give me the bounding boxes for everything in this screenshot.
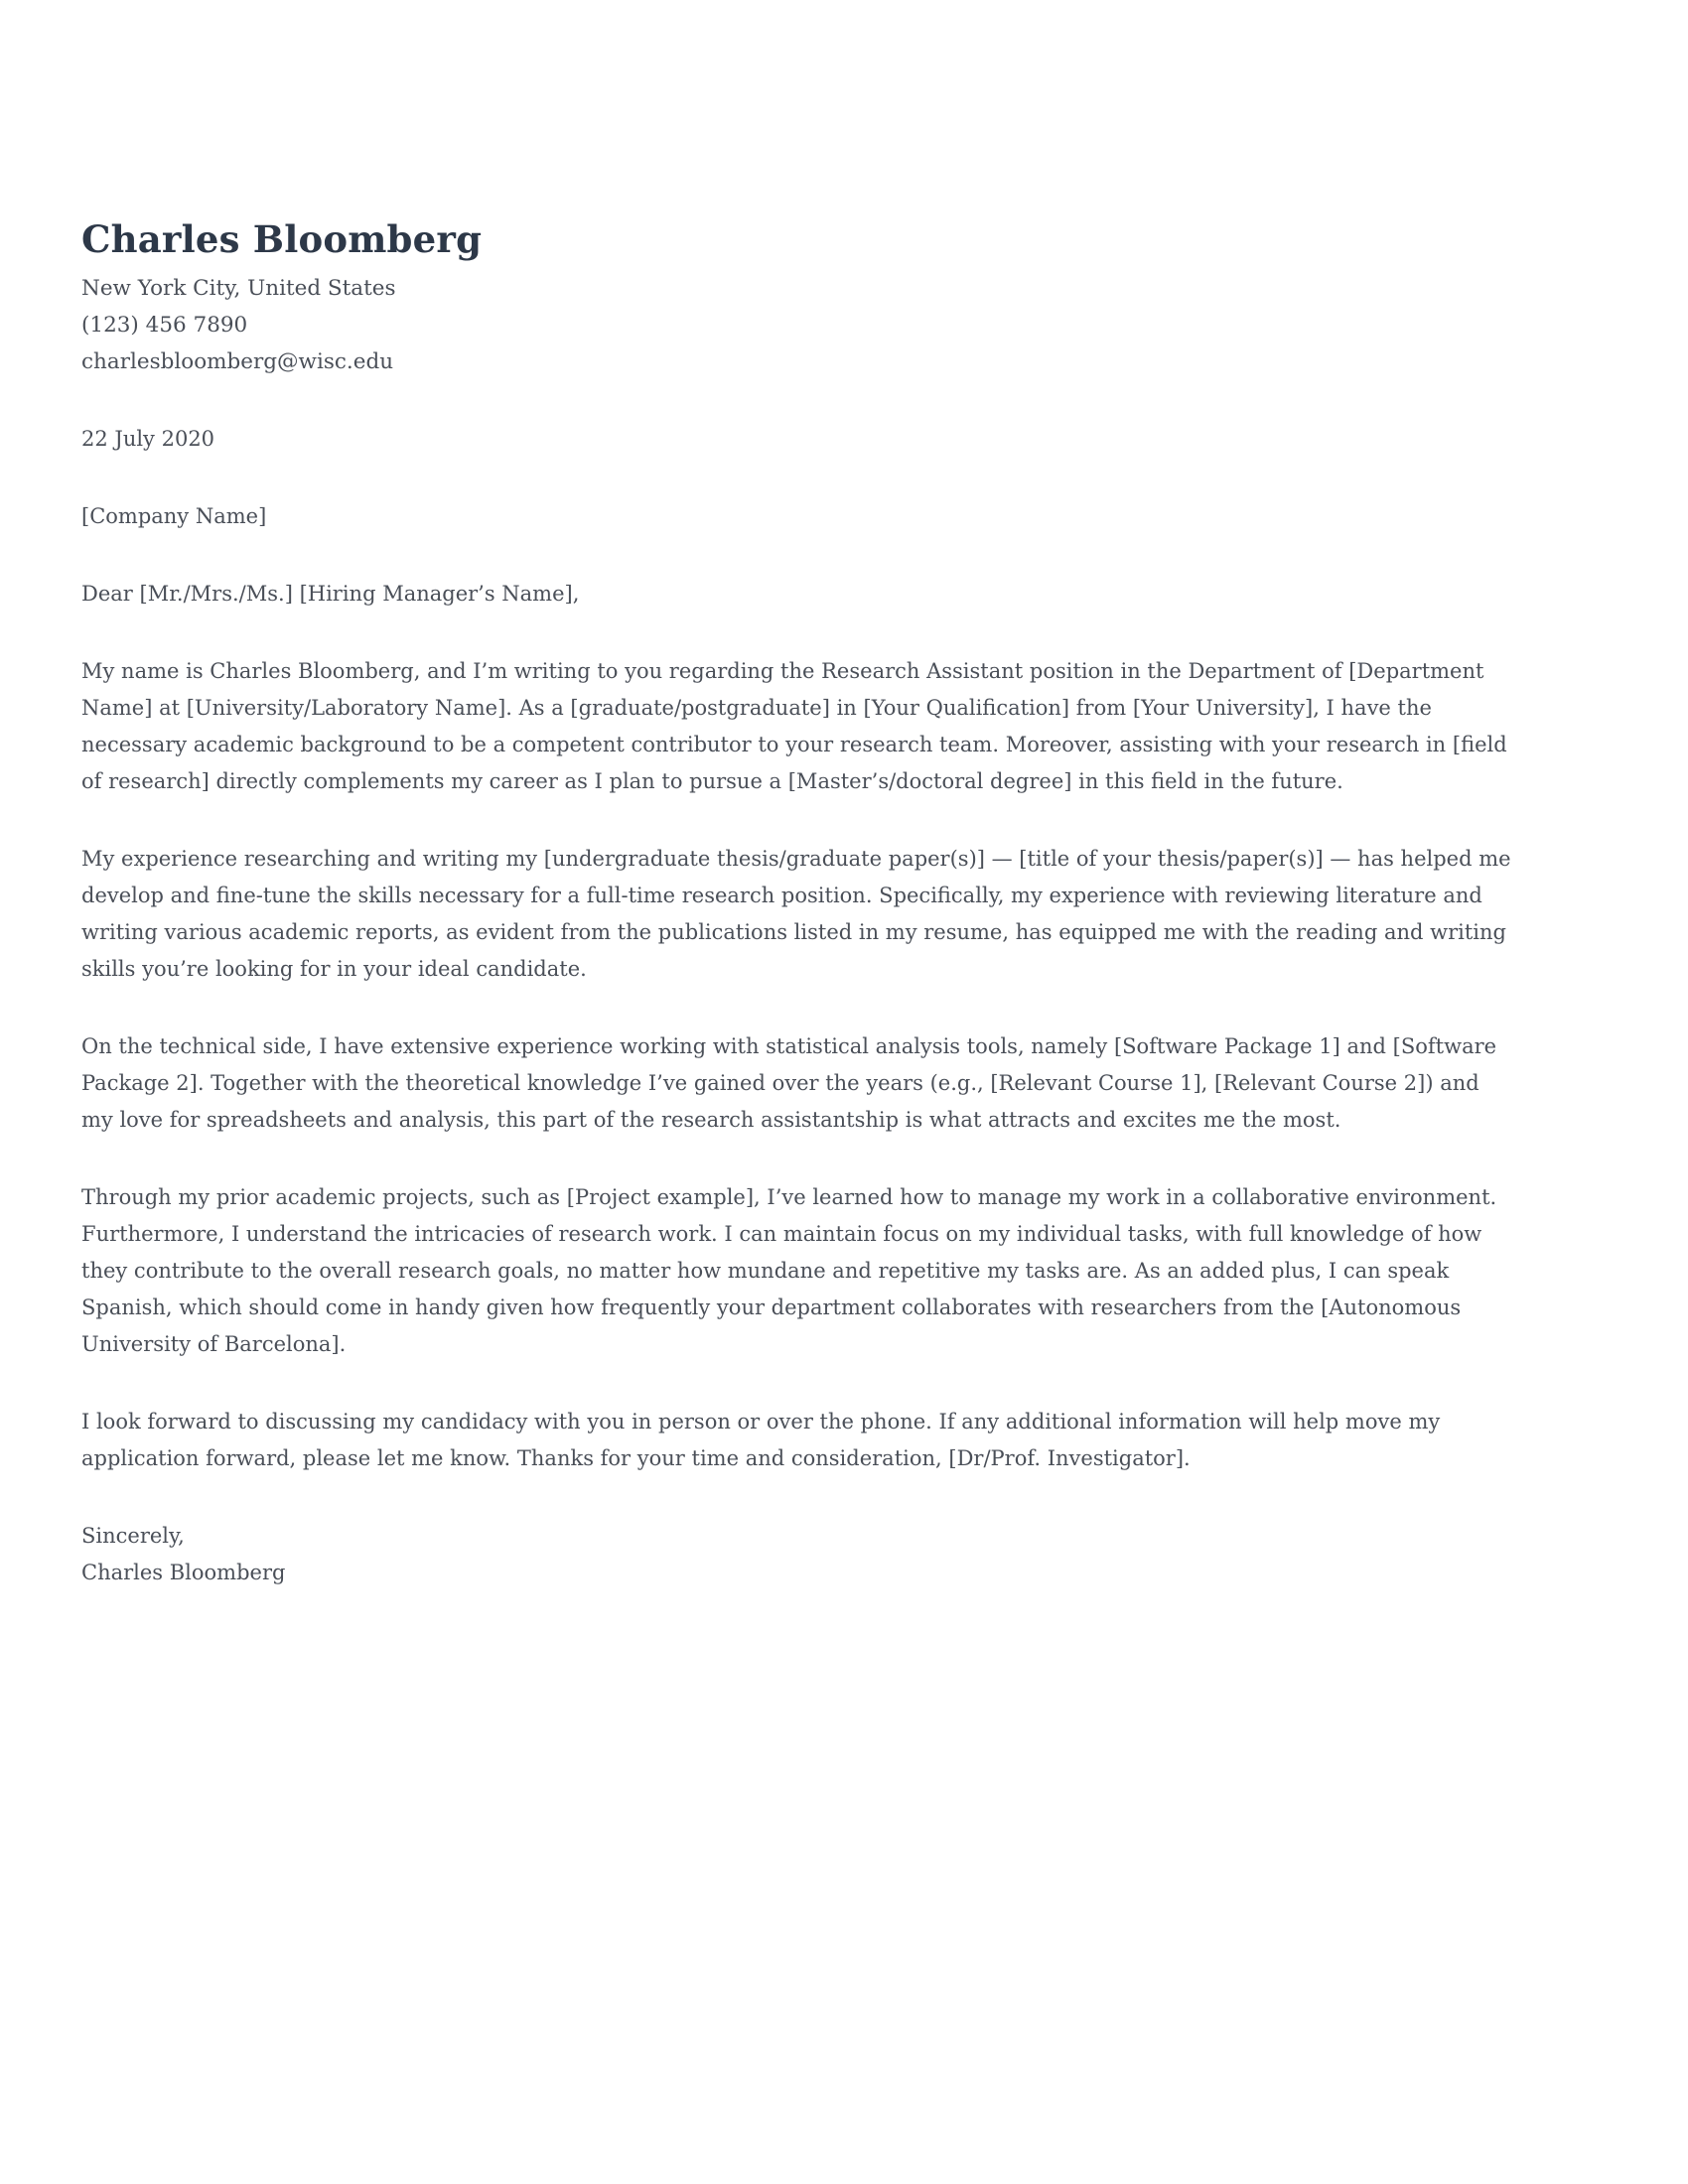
letter-date: 22 July 2020 — [81, 427, 215, 451]
paragraph-call-to-action: I look forward to discussing my candidacy with you in person or over the phone. If any additional information will help move my application forward, please let me know. Thanks for your time and consideration, [Dr/Prof. Investigator]. — [81, 1410, 1441, 1470]
salutation: Dear [Mr./Mrs./Ms.] [Hiring Manager’s Name], — [81, 582, 580, 606]
applicant-email: charlesbloomberg@wisc.edu — [81, 349, 394, 374]
signature-name: Charles Bloomberg — [81, 1561, 286, 1584]
paragraph-intro: My name is Charles Bloomberg, and I’m writing to you regarding the Research Assistant position in the Department of [Department Name] at [University/Laboratory Name]. As a [graduate/postgraduate] in [Your Qualification] from [Your University], I have the necessary academic background to be a competent contributor to your research team. Moreover, assisting with your research in [field of research] directly complements my career as I plan to pursue a [Master’s/doctoral degree] in this field in the future. — [81, 659, 1507, 793]
applicant-location: New York City, United States — [81, 276, 396, 301]
paragraph-research-experience: My experience researching and writing my [undergraduate thesis/graduate paper(s)] — [title of your thesis/paper(s)] — has helped me develop and fine-tune the skills necessary for a full-time research position. Specifically, my experience with reviewing literature and writing various academic reports, as evident from the publications listed in my resume, has equipped me with the reading and writing skills you’re looking for in your ideal candidate. — [81, 847, 1511, 981]
applicant-name: Charles Bloomberg — [81, 217, 483, 261]
contact-block — [81, 270, 1514, 380]
paragraph-collaboration: Through my prior academic projects, such as [Project example], I’ve learned how to manage my work in a collaborative environment. Furthermore, I understand the intricacies of research work. I can maintain focus on my individual tasks, with full knowledge of how they contribute to the overall research goals, no matter how mundane and repetitive my tasks are. As an added plus, I can speak Spanish, which should come in handy given how frequently your department collaborates with researchers from the [Autonomous University of Barcelona]. — [81, 1185, 1497, 1356]
company-name: [Company Name] — [81, 504, 267, 528]
closing-phrase: Sincerely, — [81, 1524, 185, 1548]
closing-block — [81, 1518, 1514, 1591]
paragraph-technical-skills: On the technical side, I have extensive experience working with statistical analysis tools, namely [Software Package 1] and [Software Package 2]. Together with the theoretical knowledge I’ve gained over the years (e.g., [Relevant Course 1], [Relevant Course 2]) and my love for spreadsheets and analysis, this part of the research assistantship is what attracts and excites me the most. — [81, 1034, 1497, 1132]
applicant-phone: (123) 456 7890 — [81, 313, 248, 338]
letter-body — [81, 421, 1514, 1591]
